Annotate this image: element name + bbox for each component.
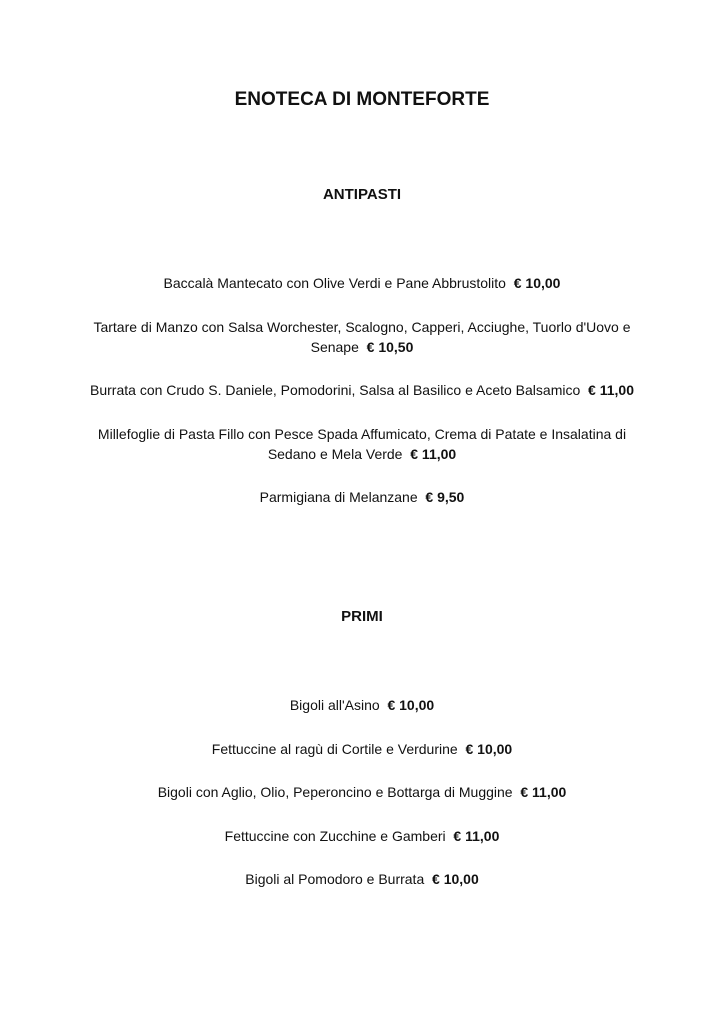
menu-item xyxy=(82,869,642,889)
menu-item xyxy=(82,826,642,846)
item-name: Bigoli all'Asino xyxy=(289,697,380,713)
item-name: Parmigiana di Melanzane xyxy=(259,489,418,505)
item-name: Bigoli con Aglio, Olio, Peperoncino e Bottarga di Muggine xyxy=(157,784,513,800)
menu-item xyxy=(82,739,642,759)
menu-title: ENOTECA DI MONTEFORTE xyxy=(234,89,490,110)
menu-item xyxy=(82,782,642,802)
item-name: Baccalà Mantecato con Olive Verdi e Pane Abbrustolito xyxy=(163,275,506,291)
item-price: € 10,50 xyxy=(366,338,414,355)
item-name: Bigoli al Pomodoro e Burrata xyxy=(245,871,425,887)
item-name: Fettuccine al ragù di Cortile e Verdurine xyxy=(211,740,458,757)
antipasti-list xyxy=(82,273,642,531)
item-price: € 11,00 xyxy=(588,382,634,398)
item-price: € 9,50 xyxy=(425,489,465,505)
menu-item xyxy=(82,424,642,464)
section-heading-antipasti: ANTIPASTI xyxy=(322,186,402,203)
item-price: € 10,00 xyxy=(432,871,479,887)
menu-item xyxy=(82,380,642,400)
item-price: € 10,00 xyxy=(513,275,561,291)
menu-item xyxy=(82,487,642,507)
item-price: € 10,00 xyxy=(387,697,435,713)
item-price: € 11,00 xyxy=(453,827,500,844)
item-name: Burrata con Crudo S. Daniele, Pomodorini, Salsa al Basilico e Aceto Balsamico xyxy=(90,382,581,398)
item-price: € 11,00 xyxy=(410,445,457,462)
item-price: € 10,00 xyxy=(465,740,513,757)
primi-list xyxy=(82,695,642,913)
menu-item xyxy=(82,695,642,715)
section-heading-primi: PRIMI xyxy=(341,608,383,625)
item-name: Tartare di Manzo con Salsa Worchester, Scalogno, Capperi, Acciughe, Tuorlo d'Uovo e Senape xyxy=(93,318,635,355)
menu-item xyxy=(82,273,642,293)
item-name: Millefoglie di Pasta Fillo con Pesce Spada Affumicato, Crema di Patate e Insalatina di Sedano e Mela Verde xyxy=(97,425,630,462)
item-name: Fettuccine con Zucchine e Gamberi xyxy=(224,827,446,844)
menu-item xyxy=(82,317,642,357)
item-price: € 11,00 xyxy=(520,784,567,800)
